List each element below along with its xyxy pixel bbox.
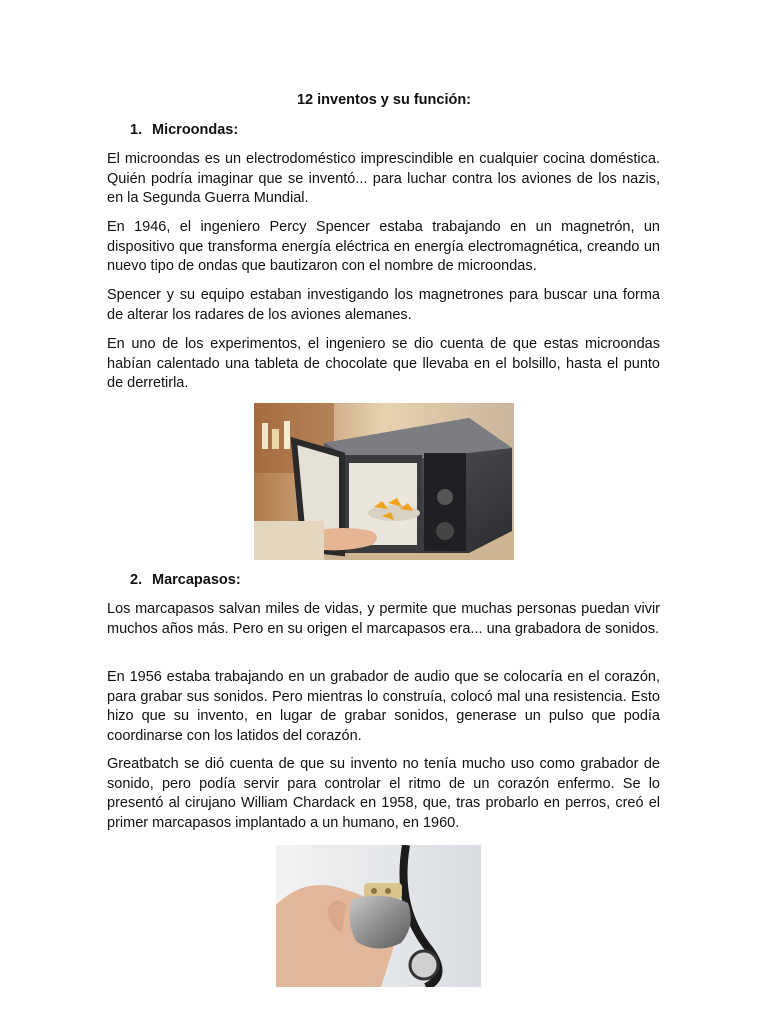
section-title: Marcapasos: [152, 572, 241, 588]
section-heading-marcapasos [130, 572, 241, 588]
paragraph: Greatbatch se dió cuenta de que su invento no tenía mucho uso como grabador de sonido, pero podía servir para controlar el ritmo de un corazón enfermo. Se lo presentó al cirujano William Chardack en 1958, que, tras probarlo en perros, creó el primer marcapasos implantado a un humano, en 1960. [107, 756, 660, 831]
paragraph: En uno de los experimentos, el ingeniero se dio cuenta de que estas microondas habían calentado una tableta de chocolate que llevaba en el bolsillo, hasta el punto de derretirla. [107, 336, 660, 391]
paragraph: Los marcapasos salvan miles de vidas, y permite que muchas personas puedan vivir muchos años más. Pero en su origen el marcapasos era... una grabadora de sonidos. [107, 601, 660, 637]
document-title: 12 inventos y su función: [296, 92, 472, 108]
section-number: 2. [130, 572, 143, 588]
pacemaker-photo [276, 845, 481, 987]
microwave-photo [254, 403, 514, 560]
section-heading-microondas [130, 122, 238, 138]
paragraph: En 1946, el ingeniero Percy Spencer estaba trabajando en un magnetrón, un dispositivo que transforma energía eléctrica en energía electromagnética, creando un nuevo tipo de ondas que bautizaron con el nombre de microondas. [107, 219, 660, 274]
section-number: 1. [130, 122, 143, 138]
paragraph: Spencer y su equipo estaban investigando los magnetrones para buscar una forma de alterar los radares de los aviones alemanes. [107, 287, 660, 323]
paragraph: En 1956 estaba trabajando en un grabador de audio que se colocaría en el corazón, para grabar sus sonidos. Pero mientras lo construía, colocó mal una resistencia. Esto hizo que su invento, en lugar de grabar sonidos, generase un pulso que podía coordinarse con los latidos del corazón. [107, 669, 660, 744]
paragraph: El microondas es un electrodoméstico imprescindible en cualquier cocina doméstica. Quién podría imaginar que se inventó... para luchar contra los aviones de los nazis, en la Segunda Guerra Mundial. [107, 151, 660, 206]
section-title: Microondas: [152, 122, 239, 138]
